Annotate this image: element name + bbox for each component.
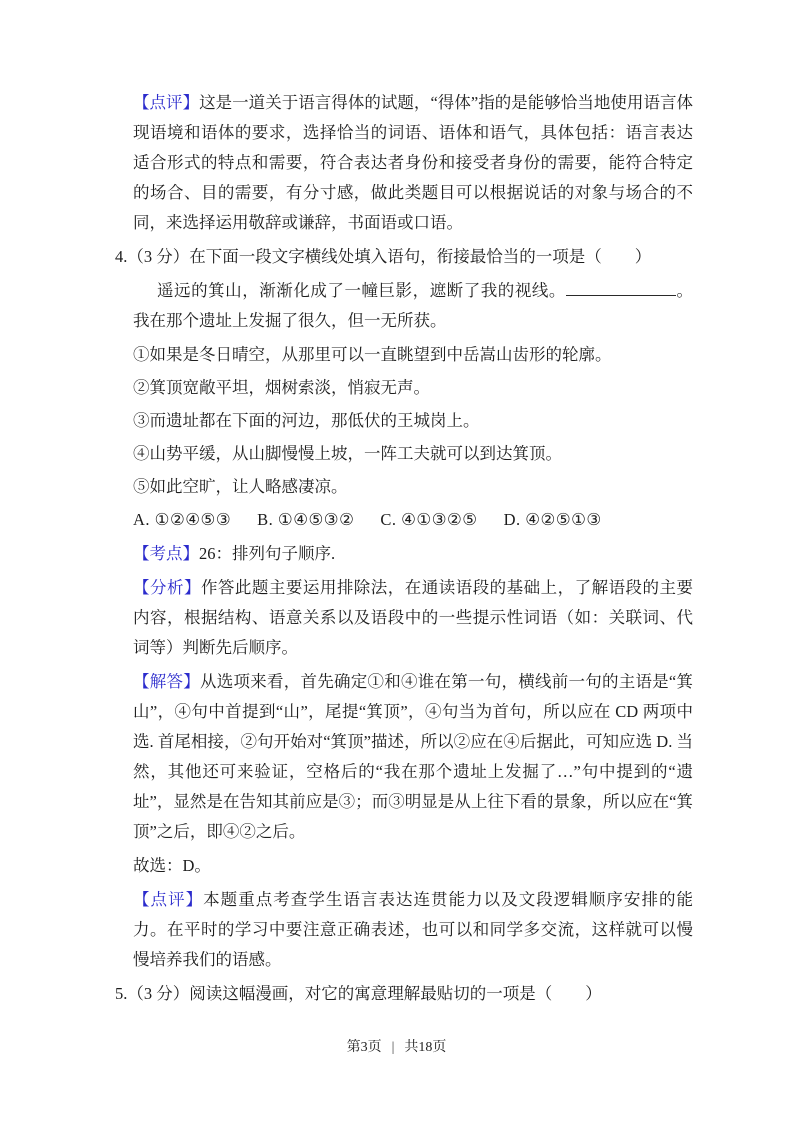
page-footer <box>0 1036 793 1056</box>
jieda-label: 【解答】 <box>133 672 200 691</box>
q4-sentence-5: ⑤如此空旷，让人略感凄凉。 <box>133 477 348 496</box>
footer-page-number: 第3页 <box>346 1040 382 1055</box>
q4-fenxi-paragraph <box>133 573 693 663</box>
q4-sentence-3: ③而遗址都在下面的河边，那低伏的王城岗上。 <box>133 411 480 430</box>
q4-jieda-text: 从选项来看，首先确定①和④谁在第一句，横线前一句的主语是“箕山”，④句中首提到“山”，尾提“箕顶”，④句当为首句，所以应在 CD 两项中选. 首尾相接，②句开始对“箕顶”描述，所以②应在④后据此，可知应选 D. 当然，其他还可来验证，空格后的“我在那个遗址上发掘了…”句中提到的“遗址”，显然是在告知其前应是③；而③明显是从上往下看的景象，所以应在“箕顶”之后，即④②之后。 <box>133 672 694 841</box>
answer-blank-line <box>566 279 676 297</box>
q3-review-paragraph <box>133 88 693 238</box>
q4-option-a: A. ①②④⑤③ <box>133 510 232 529</box>
q4-fenxi-text: 作答此题主要运用排除法，在通读语段的基础上，了解语段的主要内容，根据结构、语意关系以及语段中的一些提示性词语（如：关联词、代词等）判断先后顺序。 <box>133 578 693 657</box>
footer-total-pages: 共18页 <box>404 1040 447 1055</box>
footer-separator: | <box>391 1040 395 1055</box>
q4-sentence-1: ①如果是冬日晴空，从那里可以一直眺望到中岳嵩山齿形的轮廓。 <box>133 345 612 364</box>
q4-dianping-paragraph <box>133 885 693 975</box>
q4-sentence-2: ②箕顶宽敞平坦，烟树索淡，悄寂无声。 <box>133 378 430 397</box>
q4-passage-pre-blank: 遥远的箕山，渐渐化成了一幢巨影，遮断了我的视线。 <box>157 281 566 300</box>
review-label: 【点评】 <box>133 93 200 112</box>
q4-options-row <box>133 505 693 535</box>
question-4-stem: 4.（3 分）在下面一段文字横线处填入语句，衔接最恰当的一项是（ ） <box>115 247 652 266</box>
q4-sentence-4: ④山势平缓，从山脚慢慢上坡，一阵工夫就可以到达箕顶。 <box>133 444 562 463</box>
q4-jieda-paragraph <box>133 667 693 847</box>
q4-option-b: B. ①④⑤③② <box>257 510 355 529</box>
q4-conclusion: 故选：D。 <box>133 856 211 875</box>
kaodian-label: 【考点】 <box>133 544 199 563</box>
fenxi-label: 【分析】 <box>133 578 201 597</box>
q4-sentence-list <box>133 340 693 502</box>
question-5-stem: 5.（3 分）阅读这幅漫画，对它的寓意理解最贴切的一项是（ ） <box>115 984 602 1003</box>
q4-passage-post-blank: 。我在那个遗址上发掘了很久，但一无所获。 <box>133 281 694 330</box>
q4-kaodian-text: 26：排列句子顺序. <box>199 544 336 563</box>
q4-passage <box>133 276 693 336</box>
document-body <box>115 88 694 1013</box>
dianping-label: 【点评】 <box>133 890 204 909</box>
q4-option-c: C. ④①③②⑤ <box>380 510 478 529</box>
q4-option-d: D. ④②⑤①③ <box>503 510 602 529</box>
q4-kaodian-paragraph <box>133 539 693 569</box>
q3-review-text: 这是一道关于语言得体的试题，“得体”指的是能够恰当地使用语言体现语境和语体的要求，选择恰当的词语、语体和语气，具体包括：语言表达适合形式的特点和需要，符合表达者身份和接受者身份的需要，能符合特定的场合、目的需要，有分寸感，做此类题目可以根据说话的对象与场合的不同，来选择运用敬辞或谦辞，书面语或口语。 <box>133 93 694 232</box>
q4-dianping-text: 本题重点考查学生语言表达连贯能力以及文段逻辑顺序安排的能力。在平时的学习中要注意正确表述，也可以和同学多交流，这样就可以慢慢培养我们的语感。 <box>133 890 694 969</box>
